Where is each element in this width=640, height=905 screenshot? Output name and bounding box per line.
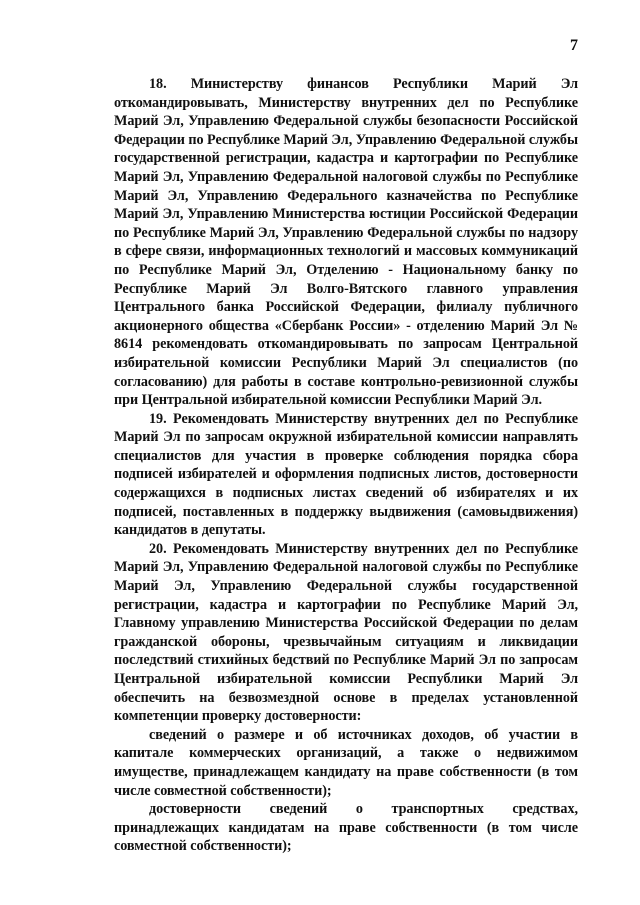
paragraph-vehicles-info: достоверности сведений о транспортных средствах, принадлежащих кандидатам на праве собственности (в том числе совместной собственности);	[114, 801, 578, 855]
paragraph-income-info: сведений о размере и об источниках доходов, об участии в капитале коммерческих организаций, а также о недвижимом имуществе, принадлежащем кандидату на праве собственности (в том числе совместной собственности);	[114, 726, 578, 799]
paragraph-19: 19. Рекомендовать Министерству внутренних дел по Республике Марий Эл по запросам окружной избирательной комиссии направлять специалистов для участия в проверке соблюдения порядка сбора подписей избирателей и оформления подписных листов, достоверности содержащихся в подписных листах сведений об избирателях и их подписей, поставленных в поддержку выдвижения (самовыдвижения) кандидатов в депутаты.	[114, 410, 578, 539]
page-number: 7	[570, 37, 578, 54]
paragraph-20: 20. Рекомендовать Министерству внутренних дел по Республике Марий Эл, Управлению Федеральной налоговой службы по Республике Марий Эл, Управлению Федеральной службы государственной регистрации, кадастра и картографии по Республике Марий Эл, Главному управлению Министерства Российской Федерации по делам гражданской обороны, чрезвычайным ситуациям и ликвидации последствий стихийных бедствий по Республике Марий Эл по запросам Центральной избирательной комиссии Республики Марий Эл обеспечить на безвозмездной основе в пределах установленной компетенции проверку достоверности:	[114, 540, 578, 725]
document-body	[114, 75, 578, 856]
paragraph-18: 18. Министерству финансов Республики Марий Эл откомандировывать, Министерству внутренних дел по Республике Марий Эл, Управлению Федеральной службы безопасности Российской Федерации по Республике Марий Эл, Управлению Федеральной службы государственной регистрации, кадастра и картографии по Республике Марий Эл, Управлению Федеральной налоговой службы по Республике Марий Эл, Управлению Федерального казначейства по Республике Марий Эл, Управлению Министерства юстиции Российской Федерации по Республике Марий Эл, Управлению Федеральной службы по надзору в сфере связи, информационных технологий и массовых коммуникаций по Республике Марий Эл, Отделению - Национальному банку по Республике Марий Эл Волго-Вятского главного управления Центрального банка Российской Федерации, филиалу публичного акционерного общества «Сбербанк России» - отделению Марий Эл № 8614 рекомендовать откомандировывать по запросам Центральной избирательной комиссии Республики Марий Эл специалистов (по согласованию) для работы в составе контрольно-ревизионной службы при Центральной избирательной комиссии Республики Марий Эл.	[114, 76, 578, 409]
